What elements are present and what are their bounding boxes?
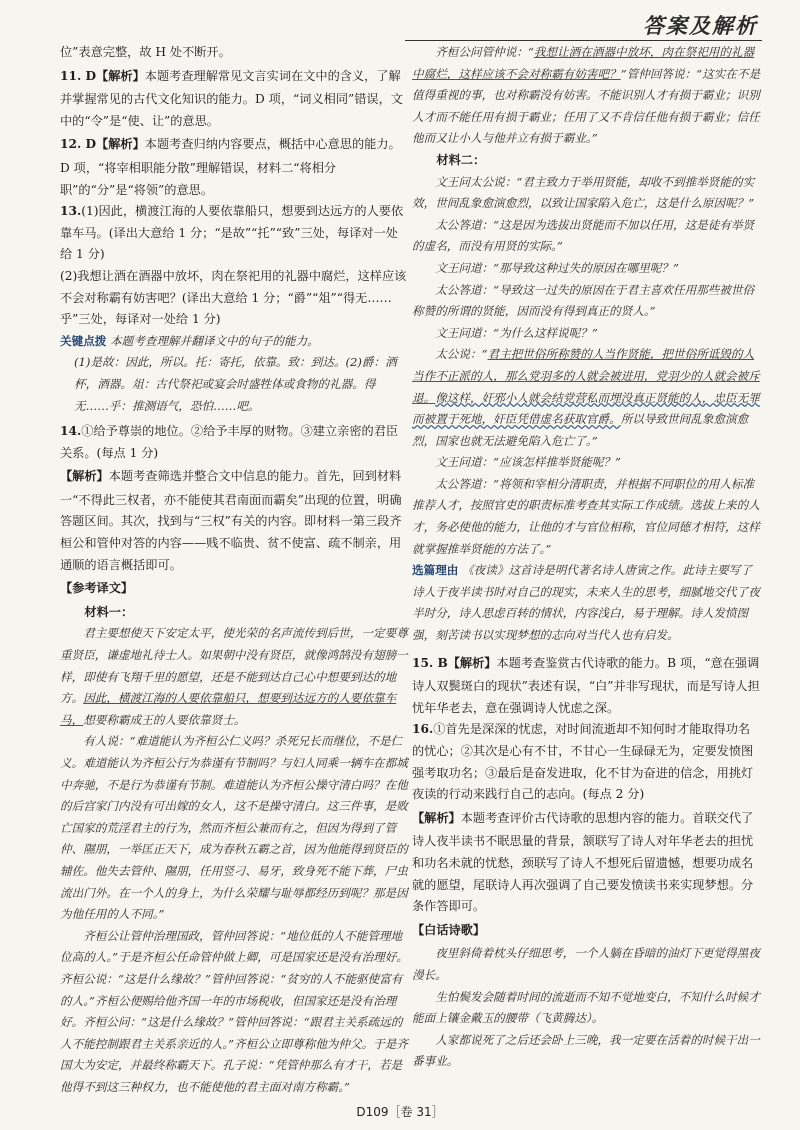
answer-11-text: 本题考查理解常见文言实词在文中的含义，了解并掌握常见的古代文化知识的能力。D 项，“词义相同”错误，文中的“令”是“使、让”的意思。	[60, 68, 403, 128]
material-2-para-3: 文王问道：“那导致这种过失的原因在哪里呢？”	[435, 260, 679, 275]
answer-16-answer: ①首先是深深的忧虑，对时间流逝却不知何时才能取得功名的忧心；②其次是心有不甘，不甘心一生碌碌无为，定要发愤图强考取功名；③最后是奋发进取，化不甘为奋进的信念，用挑灯夜读的行动来践行自己的志向。(每点 2 分)	[412, 722, 754, 802]
material-2-para-2: 太公答道：“这是因为选拔出贤能而不加以任用，这是徒有举贤的虚名，而没有用贤的实际。”	[412, 217, 755, 254]
right-column	[412, 42, 762, 1073]
material-2-para-5: 文王问道：“为什么这样说呢？”	[435, 325, 598, 340]
vernacular-line-3: 人家都说死了之后还会卧上三晚，我一定要在活着的时候干出一番事业。	[412, 1032, 760, 1069]
material-1-text-underlined: 因此，横渡江海的人要依靠船只，想要到达远方的人要依靠车马，	[60, 691, 397, 727]
material-2-para-6-wavy: 像这样，奸邪小人就会结党营私而埋没真正贤能的人，忠臣无罪而被置于死地，奸臣凭借虚名获取官爵。	[412, 390, 760, 427]
answer-14-tag: 【解析】	[60, 469, 109, 484]
answer-15-number: 15. B	[412, 655, 448, 670]
reference-translation-label: 【参考译文】	[60, 581, 134, 596]
material-2-para-1: 文王问太公说：“君主致力于举用贤能，却收不到推举贤能的实效，世间乱象愈演愈烈，以致让国家陷入危亡，这是什么原因呢？”	[412, 174, 755, 211]
answer-14-number: 14.	[60, 424, 82, 439]
material-1-para-2: 有人说：“难道能认为齐桓公仁义吗？杀死兄长而继位，不是仁义。难道能认为齐桓公行为恭谨有节制吗？与妇人同乘一辆车在都城中奔驰，不是行为恭谨有节制。难道能认为齐桓公操守清白吗？在他的后宫家门内没有可出嫁的女人，这不是操守清白。这三件事，是败亡国家的荒淫君主的行为，然而齐桓公兼而有之，但因为得到了管仲、隰朋，一举匡正天下，成为春秋五霸之首，因为他能得到贤臣的辅佐。他失去管仲、隰朋，任用竖刁、易牙，致身死不能下葬，尸虫流出门外。在一个人的身上，为什么荣耀与耻辱都经历到呢？那是因为他任用的人不同。”	[60, 734, 408, 922]
answer-14-answer: ①给予尊崇的地位。②给予丰厚的财物。③建立亲密的君臣关系。(每点 1 分)	[60, 424, 399, 460]
keypoint-13-text: 本题考查理解并翻译文中的句子的能力。	[110, 333, 319, 348]
material-2-para-4: 太公答道：“导致这一过失的原因在于君主喜欢任用那些被世俗称赞的所谓的贤能，因而没有得到真正的贤人。”	[412, 282, 755, 319]
material-2-para-6-a: 太公说：“	[435, 347, 488, 362]
vernacular-line-2: 生怕鬓发会随着时间的流逝而不知不觉地变白，不知什么时候才能面上镶金戴玉的腰带（飞黄腾达）。	[412, 989, 760, 1026]
vernacular-poem-label: 【白话诗歌】	[412, 922, 486, 937]
left-column	[60, 42, 408, 1099]
selection-reason	[412, 560, 762, 646]
answer-15	[412, 651, 762, 720]
right-para-1	[412, 42, 762, 150]
right-para-1-a: 齐桓公问管仲说：“	[435, 45, 534, 59]
answer-12-number: 12. D	[60, 137, 97, 152]
keypoint-13-detail: (1)是故：因此，所以。托：寄托，依靠。致：到达。(2)爵：酒杯，酒器。俎：古代祭祀或宴会时盛牲体或食物的礼器。得无……乎：推测语气，恐怕……吧。	[74, 355, 397, 413]
answer-11	[60, 64, 408, 133]
answer-14-analysis	[60, 464, 408, 576]
answer-11-number: 11. D	[60, 68, 97, 83]
material-2-label: 材料二：	[436, 152, 486, 167]
answer-16-analysis	[412, 806, 762, 918]
answer-13-number: 13.	[60, 204, 82, 219]
answer-16-tag: 【解析】	[412, 810, 461, 825]
right-para-1-underlined: 我想让酒在酒器中放坏，肉在祭祀用的礼器中腐烂，这样应该不会对称霸有妨害吧？	[412, 45, 755, 81]
carryover-line: 位”表意完整，故 H 处不断开。	[60, 45, 231, 59]
material-1-label: 材料一：	[84, 604, 134, 619]
header-title: 答案及解析	[643, 13, 758, 38]
answer-15-tag: 【解析】	[447, 655, 497, 670]
answer-14-text: 本题考查筛选并整合文中信息的能力。首先，回到材料一“不得此三权者，亦不能使其君南面而霸矣”出现的位置，明确答题区间。其次，找到与“三权”有关的内容。即材料一第三段齐桓公和管仲对答的内容——贱不临贵、贫不使富、疏不制亲，用通顺的语言概括即可。	[60, 469, 402, 572]
material-1-para-1	[60, 623, 408, 731]
answer-13	[60, 201, 408, 266]
answer-16	[412, 719, 762, 805]
answer-13-part2: (2)我想让酒在酒器中放坏，肉在祭祀用的礼器中腐烂，这样应该不会对称霸有妨害吧？(译出大意给 1 分；“爵”“俎”“得无……乎”三处，每译对一处给 1 分)	[60, 268, 407, 327]
selection-reason-text: 《夜读》这首诗是明代著名诗人唐寅之作。此诗主要写了诗人于夜半读书时对自己的现实，未来人生的思考，细腻地交代了夜半时分，诗人思虑百转的情状，内容浅白，易于理解。诗人发愤图强，刻苦读书以实现梦想的志向对当代人也有启发。	[412, 563, 760, 643]
page-number: D109［卷 31］	[356, 1105, 444, 1119]
material-1-text-c: 想要称霸成王的人要依靠贤士。	[83, 712, 246, 727]
material-2-para-8: 太公答道：“将领和宰相分清职责，并根据不同职位的用人标准推荐人才，按照官吏的职责标准考查其实际工作成绩。选拔上来的人才，务必使他的能力，让他的才与官位相称，官位同德才相符，这样就掌握推举贤能的方法了。”	[412, 476, 760, 556]
right-para-1-c: ”管仲回答说：“这实在不是值得重视的事，也对称霸没有妨害。不能识别人才有损于霸业；识别人才而不能任用有损于霸业；任用了又不肯信任他有损于霸业；信任他而又让小人与他并立有损于霸业。”	[412, 66, 761, 146]
keypoint-13	[60, 331, 408, 353]
answer-12	[60, 132, 408, 201]
answer-15-text: 本题考查鉴赏古代诗歌的能力。B 项，“意在强调诗人双鬓斑白的现状”表述有误，“白”并非写现状，而是写诗人担忧年华老去，意在强调诗人忧虑之深。	[412, 655, 760, 715]
material-2-para-6-d: 所以导致世间乱象愈演愈烈，国家也就无法避免陷入危亡了。”	[412, 412, 749, 448]
material-2-para-6	[412, 344, 762, 452]
selection-reason-label: 选篇理由	[412, 563, 459, 578]
answer-14	[60, 421, 408, 464]
answer-12-text: 本题考查归纳内容要点，概括中心意思的能力。D 项，“将宰相职能分散”理解错误，材料二“将相分职”的“分”是“将领”的意思。	[60, 137, 401, 197]
header-rule	[405, 40, 762, 41]
vernacular-line-1: 夜里斜倚着枕头仔细思考，一个人躺在昏暗的油灯下更觉得黑夜漫长。	[412, 946, 760, 982]
material-2-para-7: 文王问道：“应该怎样推举贤能呢？”	[435, 455, 621, 470]
material-1-text-a: 君主要想使天下安定太平，使光荣的名声流传到后世，一定要尊重贤臣，谦虚地礼待士人。如果朝中没有贤臣，就像鸿鹄没有翅膀一样，即使有飞翔千里的愿望，还是不能到达自己心中想要到达的地方。	[60, 626, 408, 706]
answer-12-tag: 【解析】	[96, 137, 145, 152]
answer-13-part1: (1)因此，横渡江海的人要依靠船只，想要到达远方的人要依靠车马。(译出大意给 1 分；“是故”“托”“致”三处，每译对一处给 1 分)	[60, 204, 404, 262]
keypoint-13-label: 关键点拨	[60, 333, 107, 348]
answer-16-text: 本题考查评价古代诗歌的思想内容的能力。首联交代了诗人夜半读书不眠思量的背景，颔联写了诗人对年华老去的担忧和功名未就的忧愁，颈联写了诗人不想死后留遗憾，想要功成名就的愿望，尾联诗人再次强调了自己要发愤读书来实现梦想。分条作答即可。	[412, 810, 754, 914]
answer-11-tag: 【解析】	[96, 68, 145, 83]
answer-16-number: 16.	[412, 722, 434, 737]
material-2-para-6-underlined: 君主把世俗所称赞的人当作贤能，把世俗所诋毁的人当作不正派的人，那么党羽多的人就会被进用，党羽少的人就会被斥退。	[412, 347, 760, 405]
material-1-para-3: 齐桓公让管仲治理国政，管仲回答说：“地位低的人不能管理地位高的人。”于是齐桓公任命管仲做上卿，可是国家还是没有治理好。齐桓公说：“这是什么缘故？”管仲回答说：“贫穷的人不能驱使富有的人。”齐桓公便赐给他齐国一年的市场税收，但国家还是没有治理好。齐桓公问：“这是什么缘故？”管仲回答说：“跟君主关系疏远的人不能控制跟君主关系亲近的人。”齐桓公立即尊称他为仲父。于是齐国大为安定，并最终称霸天下。孔子说：“凭管仲那么有才干，若是他得不到这三种权力，也不能使他的君主面对南方称霸。”	[60, 928, 408, 1094]
